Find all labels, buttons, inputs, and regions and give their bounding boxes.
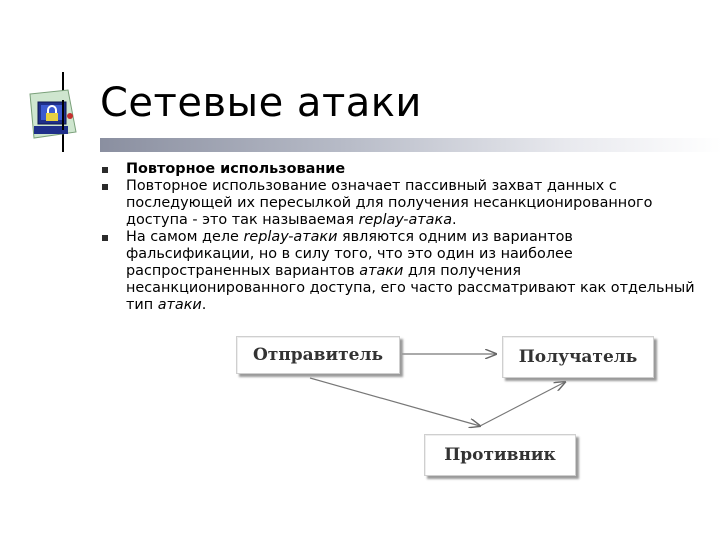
computer-lock-icon (24, 86, 84, 152)
list-item: Повторное использование означает пассивный захват данных с последующей их пересылкой для получения несанкционированного доступа - это так называемая replay-атака. (102, 178, 702, 229)
bullet-list (102, 161, 702, 314)
square-bullet-icon (102, 184, 108, 190)
sender-box: Отправитель (236, 336, 400, 374)
adversary-box: Противник (424, 434, 576, 476)
title-underline (100, 138, 720, 152)
square-bullet-icon (102, 235, 108, 241)
attack-diagram (230, 330, 670, 480)
square-bullet-icon (102, 167, 108, 173)
list-item: На самом деле replay-атаки являются одним из вариантов фальсификации, но в силу того, что это один из наиболее распространенных вариантов атаки для получения несанкционированного доступа, его часто рассматривают как отдельный тип атаки. (102, 229, 702, 314)
arrow-sender-adversary (310, 378, 480, 426)
arrow-adversary-receiver (480, 382, 565, 426)
receiver-box: Получатель (502, 336, 654, 378)
list-item: Повторное использование (102, 161, 702, 178)
page-title: Сетевые атаки (100, 80, 422, 126)
